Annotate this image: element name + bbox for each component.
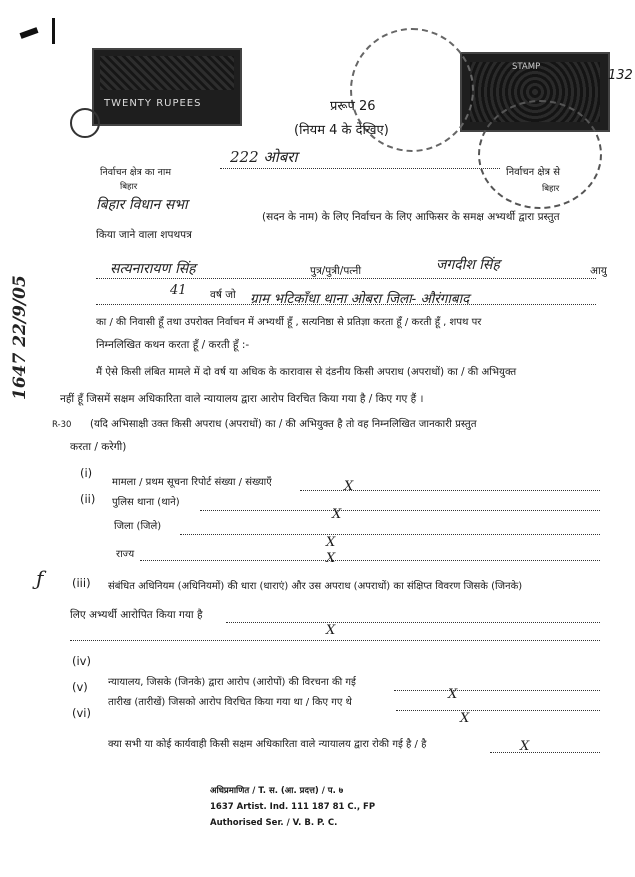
item-2-dotline bbox=[200, 510, 600, 511]
item-4-dotline bbox=[394, 690, 600, 691]
clause-1-line-a: मैं ऐसे किसी लंबित मामले में दो वर्ष या अधिक के कारावास से दंडनीय किसी अपराध (अपराधों) का / की अभियुक्त bbox=[96, 367, 517, 378]
father-name-handwritten: जगदीश सिंह bbox=[436, 257, 500, 273]
rule-reference: (नियम 4 के देखिए) bbox=[294, 123, 389, 138]
item-2-num: (ii) bbox=[80, 492, 96, 506]
assembly-handwritten: बिहार विधान सभा bbox=[96, 197, 188, 213]
address-dotline bbox=[96, 304, 596, 305]
seal-right-text-2: बिहार bbox=[542, 184, 560, 194]
stamp-left-corner bbox=[70, 108, 100, 138]
margin-hook-mark: ƒ bbox=[36, 566, 44, 590]
name-dotline bbox=[96, 278, 596, 279]
footer-line-3: Authorised Ser. / V. B. P. C. bbox=[210, 818, 338, 828]
address-handwritten: ग्राम भटिकॉंधा थाना ओबरा जिला- औरंगाबाद bbox=[250, 291, 470, 307]
margin-mark-tick bbox=[52, 18, 55, 44]
revenue-stamp-left bbox=[92, 48, 242, 126]
item-5-label: तारीख (तारीखें) जिसको आरोप विरचित किया गया था / किए गए थे bbox=[108, 697, 352, 708]
item-6-num: (vi) bbox=[72, 706, 91, 720]
item-state-answer: X bbox=[326, 551, 336, 566]
item-5-answer: X bbox=[448, 687, 458, 702]
years-label: वर्ष जो bbox=[210, 289, 236, 301]
item-district-dotline bbox=[180, 534, 600, 535]
item-1-answer: X bbox=[344, 479, 354, 494]
candidate-name-handwritten: सत्यनारायण सिंह bbox=[110, 261, 196, 277]
item-3-dotline-2 bbox=[70, 640, 600, 641]
stamp-left-text: TWENTY RUPEES bbox=[104, 98, 202, 109]
margin-rs-note: R-30 bbox=[52, 420, 72, 430]
item-3-dotline bbox=[226, 622, 600, 623]
item-3-num: (iii) bbox=[72, 576, 91, 590]
item-4-label: न्यायालय, जिसके (जिनके) द्वारा आरोप (आरोपों) की विरचना की गई bbox=[108, 677, 356, 688]
item-district-answer: X bbox=[326, 535, 336, 550]
item-6-label: क्या सभी या कोई कार्यवाही किसी सक्षम अधिकारिता वाले न्यायालय द्वारा रोकी गई है / है bbox=[108, 739, 427, 750]
constituency-dotline bbox=[220, 168, 500, 169]
round-seal-right bbox=[478, 100, 602, 209]
item-6-answer: X bbox=[520, 739, 530, 754]
margin-date-note: 1647 22/9/05 bbox=[10, 275, 30, 400]
item-1-num: (i) bbox=[80, 466, 93, 480]
margin-mark-top bbox=[20, 27, 39, 39]
item-district-label: जिला (जिले) bbox=[114, 521, 162, 532]
page-number: 132 bbox=[608, 68, 633, 83]
item-5-dotline bbox=[396, 710, 600, 711]
son-of-label: पुत्र/पुत्री/पत्नी bbox=[310, 265, 362, 277]
clause-1-line-b: नहीं हूँ जिसमें सक्षम अधिकारिता वाले न्यायालय द्वारा आरोप विरचित किया गया है / किए गए हैं । bbox=[60, 393, 424, 405]
item-state-dotline bbox=[140, 560, 600, 561]
form-line-2: किया जाने वाला शपथपत्र bbox=[96, 229, 192, 241]
oath-statement: निम्नलिखित कथन करता हूँ / करती हूँ :- bbox=[96, 339, 250, 351]
clause-2-line-b: करता / करेगी) bbox=[70, 441, 127, 453]
constituency-handwritten: 222 ओबरा bbox=[230, 148, 298, 166]
age-handwritten: 41 bbox=[170, 283, 187, 298]
seal-right-text: निर्वाचन क्षेत्र से bbox=[506, 167, 560, 178]
item-3-answer: X bbox=[326, 623, 336, 638]
form-title: प्ररूप 26 bbox=[330, 99, 376, 114]
item-4-num: (iv) bbox=[72, 654, 91, 668]
item-2-label: पुलिस थाना (थाने) bbox=[112, 497, 180, 508]
seal-left-text: निर्वाचन क्षेत्र का नाम bbox=[100, 167, 172, 178]
item-5-num: (v) bbox=[72, 680, 88, 694]
item-1-label: मामला / प्रथम सूचना रिपोर्ट संख्या / संख्याएँ bbox=[112, 477, 272, 488]
seal-left-text-2: बिहार bbox=[120, 182, 138, 192]
footer-line-2: 1637 Artist. Ind. 111 187 81 C., FP bbox=[210, 802, 376, 812]
age-label: आयु bbox=[590, 265, 607, 277]
form-line-1: (सदन के नाम) के लिए निर्वाचन के लिए आफिसर के समक्ष अभ्यर्थी द्वारा प्रस्तुत bbox=[262, 211, 560, 223]
stamp-inner-pattern bbox=[100, 56, 234, 90]
item-3-line-a: संबंधित अधिनियम (अधिनियमों) की धारा (धाराएं) और उस अपराध (अपराधों) का संक्षिप्त विवरण जिसके (जिनके) bbox=[108, 581, 523, 592]
stamp-right-text: STAMP bbox=[512, 62, 541, 72]
item-6-dotline bbox=[490, 752, 600, 753]
footer-line-1: अधिप्रमाणित / T. स. (आ. प्रदत्त) / प. ७ bbox=[210, 786, 344, 796]
item-5-answer-2: X bbox=[460, 711, 470, 726]
item-3-line-b: लिए अभ्यर्थी आरोपित किया गया है bbox=[70, 609, 203, 621]
item-state-label: राज्य bbox=[116, 549, 135, 560]
clause-2-line-a: (यदि अभिसाक्षी उक्त किसी अपराध (अपराधों) का / की अभियुक्त है तो वह निम्नलिखित जानकारी प्रस्तुत bbox=[90, 419, 477, 430]
item-2-answer: X bbox=[332, 507, 342, 522]
resident-statement: का / की निवासी हूँ तथा उपरोक्त निर्वाचन में अभ्यर्थी हूँ , सत्यनिष्ठा से प्रतिज्ञा करता हूँ / करती हूँ , शपथ पर bbox=[96, 317, 482, 328]
